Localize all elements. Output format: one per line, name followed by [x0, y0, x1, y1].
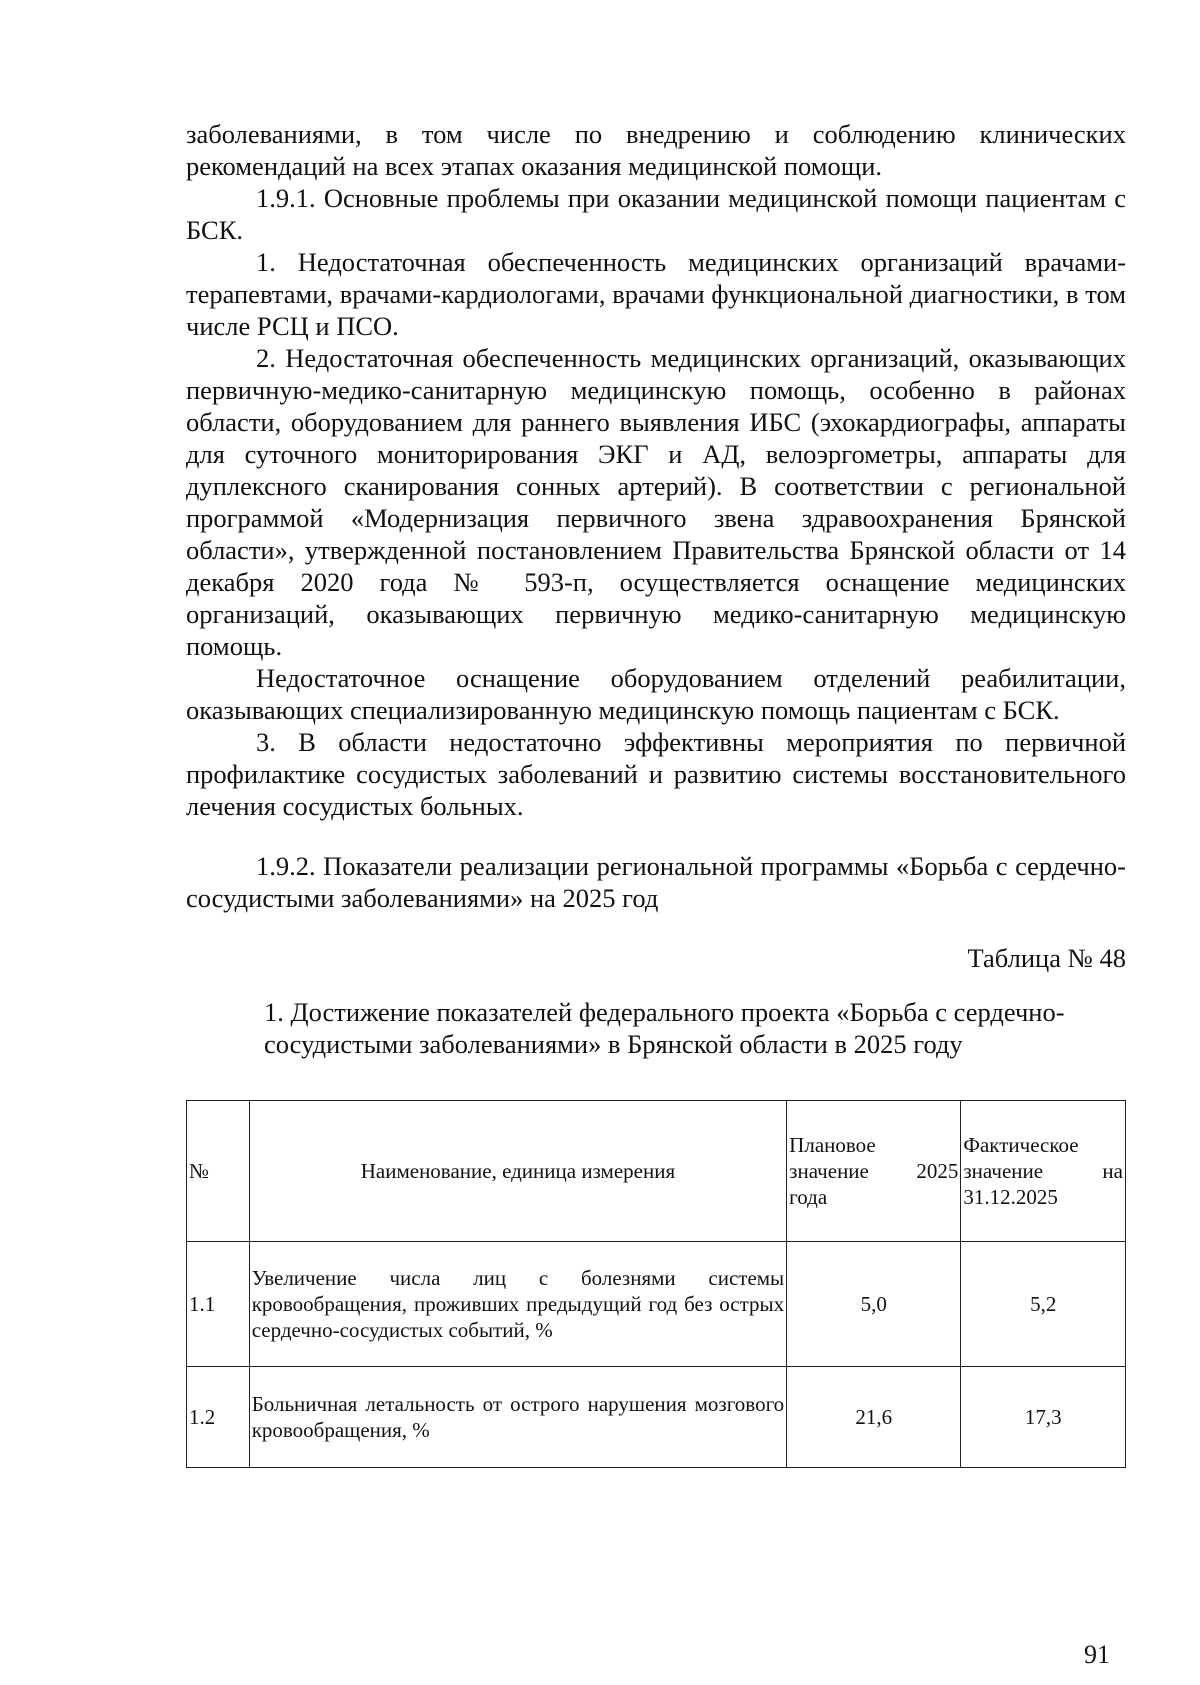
- cell-name: Увеличение числа лиц с болезнями системы кровообращения, проживших предыдущий год без острых сердечно-сосудистых событий, %: [249, 1242, 786, 1367]
- cell-num: 1.2: [187, 1367, 250, 1468]
- header-plan: Плановое значение 2025 года: [787, 1101, 961, 1242]
- header-name: Наименование, единица измерения: [249, 1101, 786, 1242]
- table-caption: 1. Достижение показателей федерального проекта «Борьба с сердечно-сосудистыми заболеваниями» в Брянской области в 2025 году: [264, 997, 1065, 1059]
- indicators-table: [186, 1100, 1126, 1468]
- problem-item-1: 1. Недостаточная обеспеченность медицинских организаций врачами-терапевтами, врачами-кардиологами, врачами функциональной диагностики, в том числе РСЦ и ПСО.: [186, 247, 1126, 341]
- section-heading-1-9-1: 1.9.1. Основные проблемы при оказании медицинской помощи пациентам с БСК.: [186, 183, 1126, 245]
- table-row: [187, 1242, 1126, 1367]
- header-num: №: [187, 1101, 250, 1242]
- problem-item-2-note: Недостаточное оснащение оборудованием отделений реабилитации, оказывающих специализированную медицинскую помощь пациентам с БСК.: [186, 663, 1126, 725]
- table-header-row: [187, 1101, 1126, 1242]
- table-number: Таблица № 48: [967, 943, 1126, 973]
- paragraph-continuation: заболеваниями, в том числе по внедрению и соблюдению клинических рекомендаций на всех этапах оказания медицинской помощи.: [186, 119, 1126, 181]
- cell-name: Больничная летальность от острого нарушения мозгового кровообращения, %: [249, 1367, 786, 1468]
- cell-fact: 17,3: [961, 1367, 1126, 1468]
- problem-item-3: 3. В области недостаточно эффективны мероприятия по первичной профилактике сосудистых заболеваний и развитию системы восстановительного лечения сосудистых больных.: [186, 727, 1126, 821]
- cell-fact: 5,2: [961, 1242, 1126, 1367]
- page-content: [186, 118, 1126, 1468]
- cell-plan: 5,0: [787, 1242, 961, 1367]
- page-number: 91: [1084, 1640, 1110, 1669]
- section-heading-1-9-2: 1.9.2. Показатели реализации региональной программы «Борьба с сердечно-сосудистыми заболеваниями» на 2025 год: [186, 851, 1126, 913]
- header-fact: Фактическое значение на 31.12.2025: [961, 1101, 1126, 1242]
- cell-plan: 21,6: [787, 1367, 961, 1468]
- problem-item-2: 2. Недостаточная обеспеченность медицинских организаций, оказывающих первичную-медико-санитарную медицинскую помощь, особенно в районах области, оборудованием для раннего выявления ИБС (эхокардиографы, аппараты для суточного мониторирования ЭКГ и АД, велоэргометры, аппараты для дуплексного сканирования сонных артерий). В соответствии с региональной программой «Модернизация первичного звена здравоохранения Брянской области», утвержденной постановлением Правительства Брянской области от 14 декабря 2020 года № 593-п, осуществляется оснащение медицинских организаций, оказывающих первичную медико-санитарную медицинскую помощь.: [186, 343, 1126, 661]
- cell-num: 1.1: [187, 1242, 250, 1367]
- table-row: [187, 1367, 1126, 1468]
